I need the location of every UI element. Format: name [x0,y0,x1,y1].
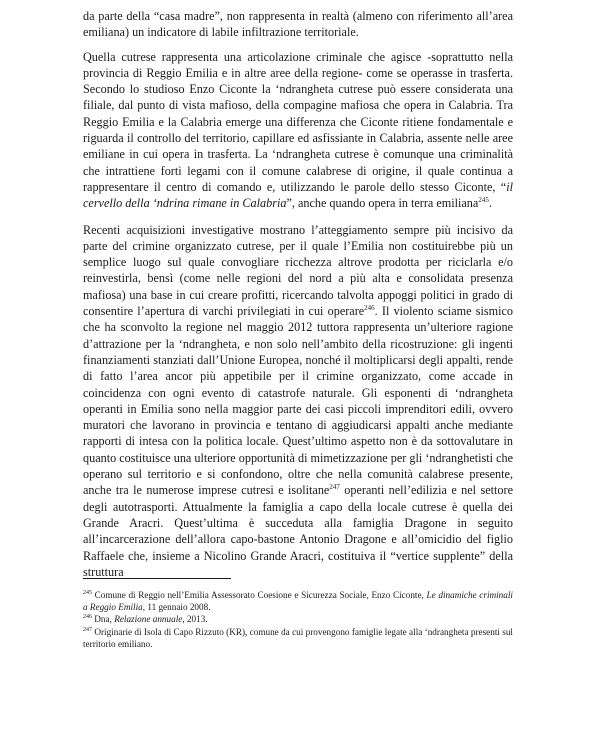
footnote-text: , 2013. [182,614,208,625]
document-page [83,8,513,580]
paragraph-text: Quella cutrese rappresenta una articolazione criminale che agisce -soprattutto nella provincia di Reggio Emilia e in altre aree della regione- come se operasse in trasferta. Secondo lo studioso Enzo Ciconte la ‘ndrangheta cutrese può essere considerata una filiale, dal punto di vista mafioso, della compagine mafiosa che opera in Calabria. Tra Reggio Emilia e la Calabria emerge una differenza che Ciconte ritiene fondamentale e riguarda il controllo del territorio, capillare ed asfissiante in Calabria, assente nelle aree emiliane in cui opera in trasferta. La ‘ndrangheta cutrese è comunque una criminalità che intrattiene forti legami con il comune calabrese di origine, il quale continua a rappresentare il centro di comando e, utilizzando le parole dello stesso Ciconte, “ [83,49,513,194]
italic-quote: il cervello della ‘ndrina rimane in Calabria [83,179,513,211]
paragraph-cutrese-articulation [83,49,513,212]
paragraph-text: da parte della “casa madre”, non rappresenta in realtà (almeno con riferimento all’area emiliana) un indicatore di labile infiltrazione territoriale. [83,9,513,40]
footnote-text: , 11 gennaio 2008. [142,602,211,613]
footnote-italic: Relazione annuale [114,614,183,625]
paragraph-text: ”, anche quando opera in terra emiliana [286,196,479,211]
footnote-ref[interactable]: 247 [329,483,340,492]
footnotes-section [83,578,513,650]
paragraph-text: Recenti acquisizioni investigative mostrano l’atteggiamento sempre più incisivo da parte del crimine organizzato cutrese, per il quale l’Emilia non costituirebbe più un semplice luogo sul quale convogliare ricchezza altrove prodotta per riciclarla e/o reinvestirla, bensì (come nelle regioni del nord a più alta e consolidata presenza mafiosa) una base in cui creare profitti, ricercando talvolta appoggi politici in grado di consentire l’apertura di varchi privilegiati in cui operare [83,222,513,319]
footnote-item [83,626,513,650]
footnote-ref[interactable]: 245 [478,196,489,205]
paragraph-text: . Il violento sciame sismico che ha sconvolto la regione nel maggio 2012 tuttora rappresenta un’ulteriore ragione d’attrazione per la ‘ndrangheta, e non solo nell’ambito della ricostruzione: gli ingenti finanziamenti stanziati dall’Unione Europea, nonché il moltiplicarsi degli appalti, rende di fatto l’area ancor più appetibile per il crimine organizzato, come accade in coincidenza con ogni evento di catastrofe naturale. Gli esponenti di ‘ndrangheta operanti in Emilia sono nella maggior parte dei casi piccoli imprenditori edili, ovvero muratori che lavorano in provincia e tentano di aggiudicarsi appalti anche mediante rapporti di intesa con la politica locale. Quest’ultimo aspetto non è da sottovalutare in quanto costituisce una ulteriore opportunità di mimetizzazione per gli ‘ndranghetisti che operano sul territorio e si confondono, oltre che nella comunità calabrese presente, anche tra le numerose imprese cutresi e isolitane [83,304,513,498]
paragraph-investigations [83,222,513,581]
footnote-item [83,613,513,625]
footnote-text: Originarie di Isola di Capo Rizzuto (KR), comune da cui provengono famiglie legate alla ‘ndrangheta presenti sul territorio emiliano. [83,626,513,649]
paragraph-text: . [488,196,492,211]
paragraph-text: operanti nell’edilizia e nel settore degli autotrasporti. Attualmente la famiglia a capo della locale cutrese è quella dei Grande Aracri. Quest’ultima è succeduta alla famiglia Dragone in seguito all’incarcerazione dell’allora capo-bastone Antonio Dragone e all’omicidio del figlio Raffaele che, insieme a Nicolino Grande Aracri, costituiva il “vertice supplente” della struttura [83,483,513,579]
footnote-ref[interactable]: 246 [364,303,375,312]
footnote-item [83,589,513,613]
paragraph-continuation [83,8,513,41]
footnote-number: 245 [83,589,92,596]
footnote-text: Dna, [92,614,115,625]
footnote-divider [83,578,231,579]
footnote-text: Comune di Reggio nell’Emilia Assessorato Coesione e Sicurezza Sociale, Enzo Ciconte, [92,590,427,600]
footnote-number: 247 [83,626,92,633]
footnote-number: 246 [83,614,92,621]
footnote-italic: Le dinamiche criminali a Reggio Emilia [83,590,513,613]
